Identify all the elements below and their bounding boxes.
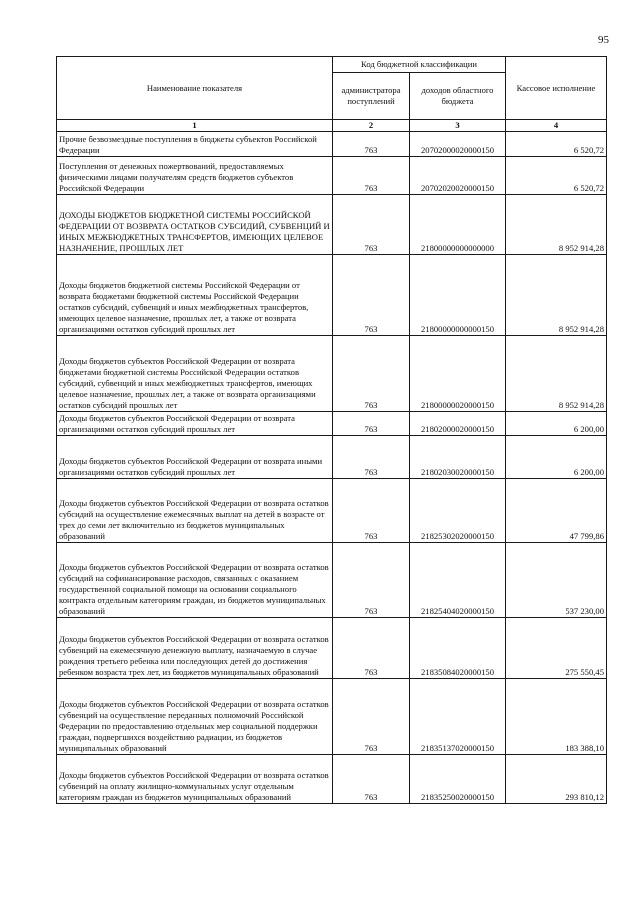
row-admin-code: 763 bbox=[333, 412, 410, 436]
table-row bbox=[57, 679, 607, 755]
row-income-code: 21835137020000150 bbox=[410, 679, 506, 755]
row-name: Доходы бюджетов субъектов Российской Федерации от возврата бюджетами бюджетной системы Российской Федерации остатков субсидий, субвенций и иных межбюджетных трансфертов, имеющих целевое назначение, прошлых лет, а также от возврата организациями остатков субсидий прошлых лет bbox=[57, 336, 333, 412]
table-row bbox=[57, 195, 607, 255]
row-name: Доходы бюджетов субъектов Российской Федерации от возврата остатков субсидий на осуществление ежемесячных выплат на детей в возрасте от трех до семи лет включительно из бюджетов муниципальных образований bbox=[57, 479, 333, 543]
table-row bbox=[57, 255, 607, 336]
row-amount: 183 388,10 bbox=[506, 679, 607, 755]
row-income-code: 21802000020000150 bbox=[410, 412, 506, 436]
row-income-code: 21825404020000150 bbox=[410, 543, 506, 618]
row-amount: 275 550,45 bbox=[506, 618, 607, 679]
budget-table bbox=[56, 56, 607, 804]
row-amount: 537 230,00 bbox=[506, 543, 607, 618]
row-admin-code: 763 bbox=[333, 679, 410, 755]
row-admin-code: 763 bbox=[333, 479, 410, 543]
table-row bbox=[57, 618, 607, 679]
row-income-code: 20702000020000150 bbox=[410, 132, 506, 157]
column-number-2: 2 bbox=[333, 120, 410, 132]
row-name: Прочие безвозмездные поступления в бюджеты субъектов Российской Федерации bbox=[57, 132, 333, 157]
header-admin-column: администратора поступлений bbox=[333, 73, 410, 120]
row-name: Поступления от денежных пожертвований, предоставляемых физическими лицами получателям средств бюджетов субъектов Российской Федерации bbox=[57, 157, 333, 195]
row-admin-code: 763 bbox=[333, 157, 410, 195]
header-name-column: Наименование показателя bbox=[57, 57, 333, 120]
row-name: Доходы бюджетов субъектов Российской Федерации от возврата организациями остатков субсидий прошлых лет bbox=[57, 412, 333, 436]
row-amount: 6 200,00 bbox=[506, 436, 607, 479]
row-amount: 6 520,72 bbox=[506, 132, 607, 157]
row-admin-code: 763 bbox=[333, 195, 410, 255]
column-number-3: 3 bbox=[410, 120, 506, 132]
table-row bbox=[57, 132, 607, 157]
table-row bbox=[57, 436, 607, 479]
row-name: ДОХОДЫ БЮДЖЕТОВ БЮДЖЕТНОЙ СИСТЕМЫ РОССИЙСКОЙ ФЕДЕРАЦИИ ОТ ВОЗВРАТА ОСТАТКОВ СУБСИДИЙ, СУБВЕНЦИЙ И ИНЫХ МЕЖБЮДЖЕТНЫХ ТРАНСФЕРТОВ, ИМЕЮЩИХ ЦЕЛЕВОЕ НАЗНАЧЕНИЕ, ПРОШЛЫХ ЛЕТ bbox=[57, 195, 333, 255]
row-amount: 6 200,00 bbox=[506, 412, 607, 436]
row-name: Доходы бюджетов субъектов Российской Федерации от возврата остатков субвенций на оплату жилищно-коммунальных услуг отдельным категориям граждан из бюджетов муниципальных образований bbox=[57, 755, 333, 804]
table-row bbox=[57, 479, 607, 543]
row-income-code: 21800000020000150 bbox=[410, 336, 506, 412]
page-number: 95 bbox=[598, 34, 609, 46]
column-number-4: 4 bbox=[506, 120, 607, 132]
row-income-code: 21835250020000150 bbox=[410, 755, 506, 804]
row-amount: 47 799,86 bbox=[506, 479, 607, 543]
row-name: Доходы бюджетов субъектов Российской Федерации от возврата остатков субвенций на ежемесячную денежную выплату, назначаемую в случае рождения третьего ребенка или последующих детей до достижения ребенком возраста трех лет, из бюджетов муниципальных образований bbox=[57, 618, 333, 679]
row-amount: 8 952 914,28 bbox=[506, 255, 607, 336]
row-admin-code: 763 bbox=[333, 436, 410, 479]
row-income-code: 20702020020000150 bbox=[410, 157, 506, 195]
row-name: Доходы бюджетов субъектов Российской Федерации от возврата остатков субсидий на софинансирование расходов, связанных с оказанием государственной социальной помощи на основании социального контракта отдельным категориям граждан, из бюджетов муниципальных образований bbox=[57, 543, 333, 618]
row-admin-code: 763 bbox=[333, 755, 410, 804]
column-number-1: 1 bbox=[57, 120, 333, 132]
row-amount: 8 952 914,28 bbox=[506, 336, 607, 412]
row-income-code: 21800000000000150 bbox=[410, 255, 506, 336]
table-row bbox=[57, 755, 607, 804]
row-admin-code: 763 bbox=[333, 618, 410, 679]
row-admin-code: 763 bbox=[333, 255, 410, 336]
row-income-code: 21825302020000150 bbox=[410, 479, 506, 543]
row-admin-code: 763 bbox=[333, 336, 410, 412]
table-row bbox=[57, 336, 607, 412]
row-amount: 6 520,72 bbox=[506, 157, 607, 195]
row-income-code: 21835084020000150 bbox=[410, 618, 506, 679]
row-name: Доходы бюджетов бюджетной системы Российской Федерации от возврата бюджетами бюджетной системы Российской Федерации остатков субсидий, субвенций и иных межбюджетных трансфертов, имеющих целевое назначение, прошлых лет, а также от возврата организациями остатков субсидий прошлых лет bbox=[57, 255, 333, 336]
table-row bbox=[57, 412, 607, 436]
table-row bbox=[57, 157, 607, 195]
row-admin-code: 763 bbox=[333, 543, 410, 618]
row-name: Доходы бюджетов субъектов Российской Федерации от возврата остатков субвенций на осуществление переданных полномочий Российской Федерации по предоставлению отдельных мер социальной поддержки граждан, подвергшихся воздействию радиации, из бюджетов муниципальных образований bbox=[57, 679, 333, 755]
row-income-code: 21802030020000150 bbox=[410, 436, 506, 479]
header-cash-execution: Кассовое исполнение bbox=[506, 57, 607, 120]
header-income-column: доходов областного бюджета bbox=[410, 73, 506, 120]
row-name: Доходы бюджетов субъектов Российской Федерации от возврата иными организациями остатков субсидий прошлых лет bbox=[57, 436, 333, 479]
header-code-group: Код бюджетной классификации bbox=[333, 57, 506, 73]
row-amount: 8 952 914,28 bbox=[506, 195, 607, 255]
column-number-row bbox=[57, 120, 607, 132]
table-row bbox=[57, 543, 607, 618]
row-amount: 293 810,12 bbox=[506, 755, 607, 804]
row-admin-code: 763 bbox=[333, 132, 410, 157]
row-income-code: 21800000000000000 bbox=[410, 195, 506, 255]
